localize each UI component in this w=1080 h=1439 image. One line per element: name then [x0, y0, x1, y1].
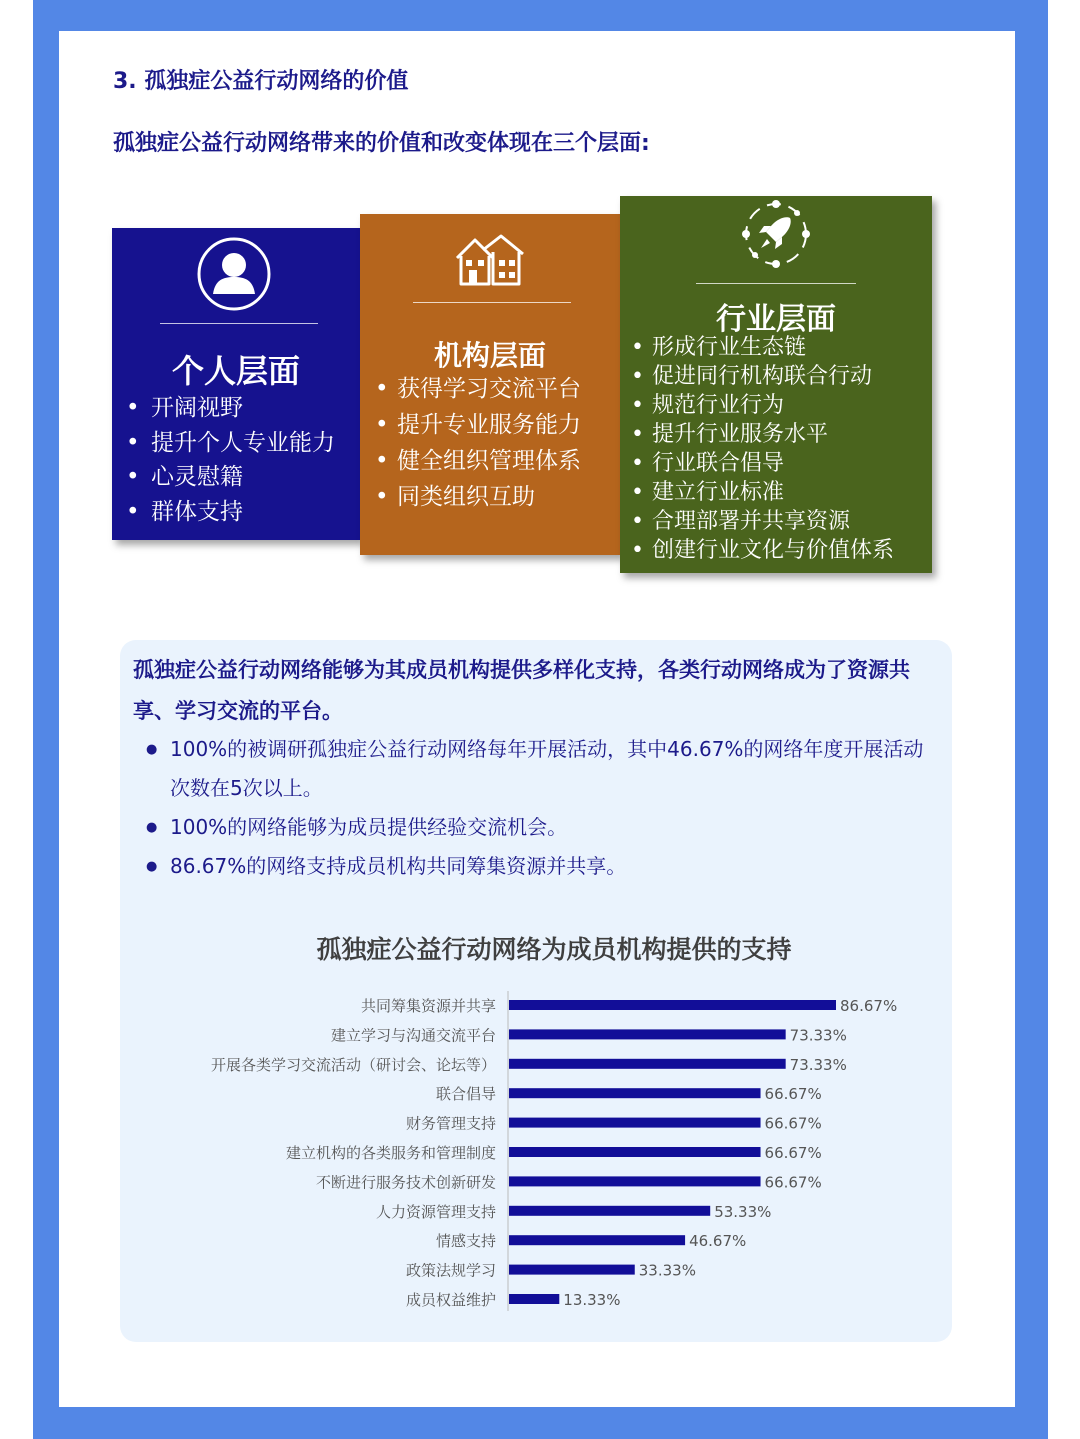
category-label: 开展各类学习交流活动（研讨会、论坛等）	[210, 1055, 496, 1074]
value-label: 53.33%	[714, 1202, 772, 1221]
card-item-list	[397, 371, 581, 515]
bar	[509, 1000, 836, 1010]
bar	[509, 1147, 761, 1157]
value-label: 46.67%	[689, 1232, 747, 1251]
category-label: 不断进行服务技术创新研发	[315, 1173, 496, 1192]
intro-text: 孤独症公益行动网络带来的价值和改变体现在三个层面:	[113, 131, 650, 156]
card-title: 机构层面	[433, 339, 546, 372]
list-item: • 形成行业生态链	[652, 333, 894, 362]
value-label: 86.67%	[840, 997, 898, 1015]
card-divider	[413, 302, 571, 303]
user-avatar-icon	[196, 236, 272, 312]
bar	[509, 1029, 786, 1039]
card-divider	[696, 283, 856, 284]
value-label: 73.33%	[789, 1055, 847, 1074]
summary-bullets	[170, 730, 940, 886]
list-item: ● 86.67%的网络支持成员机构共同筹集资源并共享。	[170, 847, 940, 886]
value-label: 33.33%	[638, 1261, 696, 1280]
value-label: 73.33%	[789, 1026, 847, 1045]
bar	[509, 1176, 761, 1186]
buildings-icon	[453, 232, 527, 288]
value-label: 66.67%	[764, 1173, 822, 1192]
section-heading: 3. 孤独症公益行动网络的价值	[113, 69, 409, 94]
bar	[509, 1088, 761, 1098]
list-item: • 提升专业服务能力	[397, 407, 581, 443]
list-item: • 促进同行机构联合行动	[652, 362, 894, 391]
card-title: 行业层面	[716, 302, 836, 337]
support-bar-chart	[120, 985, 940, 1320]
category-label: 情感支持	[435, 1232, 496, 1251]
value-label: 66.67%	[764, 1085, 822, 1104]
list-item: • 心灵慰籍	[151, 460, 335, 495]
list-item: • 创建行业文化与价值体系	[652, 536, 894, 565]
category-label: 成员权益维护	[405, 1291, 496, 1309]
rocket-network-icon	[740, 198, 812, 270]
list-item: • 同类组织互助	[397, 479, 581, 515]
bar	[509, 1206, 710, 1216]
list-item: • 合理部署并共享资源	[652, 507, 894, 536]
category-label: 建立机构的各类服务和管理制度	[285, 1144, 496, 1162]
chart-title: 孤独症公益行动网络为成员机构提供的支持	[316, 935, 792, 964]
card-industry-level	[620, 196, 932, 573]
category-label: 联合倡导	[435, 1085, 496, 1104]
bar	[509, 1265, 635, 1275]
category-label: 共同筹集资源并共享	[360, 997, 496, 1015]
value-label: 13.33%	[563, 1291, 621, 1309]
list-item: • 健全组织管理体系	[397, 443, 581, 479]
bar	[509, 1118, 761, 1128]
card-divider	[160, 323, 318, 324]
card-organization-level	[360, 214, 620, 555]
summary-lead: 孤独症公益行动网络能够为其成员机构提供多样化支持，各类行动网络成为了资源共享、学习交流的平台。	[133, 658, 910, 723]
list-item: • 获得学习交流平台	[397, 371, 581, 407]
list-item: • 提升个人专业能力	[151, 426, 335, 461]
category-label: 政策法规学习	[405, 1261, 496, 1280]
card-title: 个人层面	[171, 352, 300, 390]
bar	[509, 1059, 786, 1069]
list-item: • 行业联合倡导	[652, 449, 894, 478]
list-item: • 规范行业行为	[652, 391, 894, 420]
value-label: 66.67%	[764, 1144, 822, 1162]
category-label: 人力资源管理支持	[375, 1202, 496, 1221]
list-item: ● 100%的被调研孤独症公益行动网络每年开展活动，其中46.67%的网络年度开展活动次数在5次以上。	[170, 730, 940, 808]
card-personal-level	[112, 228, 360, 540]
list-item: • 提升行业服务水平	[652, 420, 894, 449]
bar	[509, 1235, 685, 1245]
value-label: 66.67%	[764, 1114, 822, 1133]
list-item: • 开阔视野	[151, 391, 335, 426]
category-label: 财务管理支持	[405, 1114, 496, 1133]
list-item: • 群体支持	[151, 495, 335, 530]
category-label: 建立学习与沟通交流平台	[330, 1026, 496, 1045]
list-item: ● 100%的网络能够为成员提供经验交流机会。	[170, 808, 940, 847]
list-item: • 建立行业标准	[652, 478, 894, 507]
card-item-list	[652, 333, 894, 565]
bar	[509, 1294, 559, 1304]
card-item-list	[151, 391, 335, 529]
